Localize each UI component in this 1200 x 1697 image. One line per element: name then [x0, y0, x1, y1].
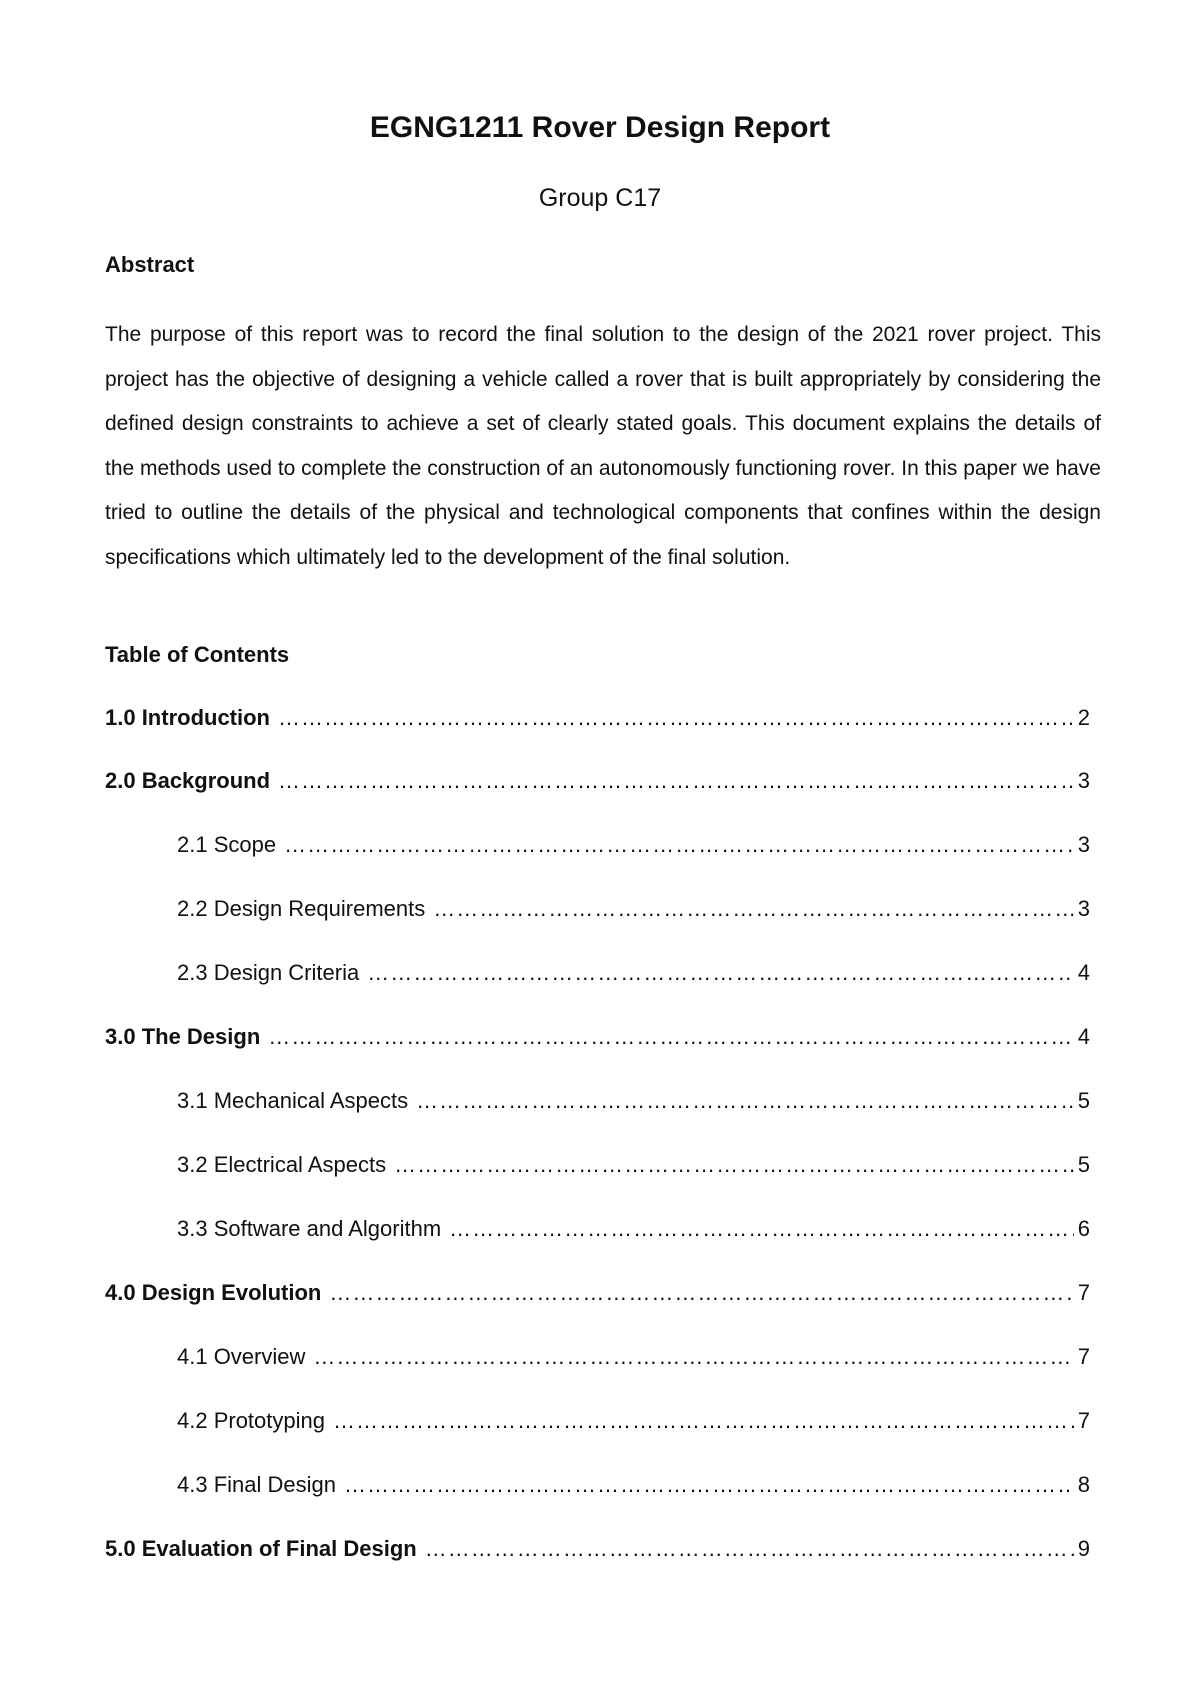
toc-heading: Table of Contents: [105, 642, 290, 667]
toc-entry-label: 4.2 Prototyping: [177, 1408, 325, 1433]
toc-entry-page: 8: [1077, 1472, 1090, 1497]
toc-entry-the-design: [105, 1021, 1090, 1053]
toc-leader-dots: [268, 1021, 1073, 1053]
toc-leader-dots: [329, 1277, 1073, 1309]
toc-leader-dots: [449, 1213, 1074, 1245]
toc-entry-page: 3: [1077, 768, 1090, 793]
toc-entry-page: 3: [1077, 896, 1090, 921]
toc-entry-label: 2.0 Background: [105, 768, 271, 793]
toc-entry-design-criteria: [177, 957, 1090, 989]
toc-entry-page: 3: [1077, 832, 1090, 857]
toc-entry-page: 5: [1077, 1152, 1090, 1177]
toc-entry-design-evolution: [105, 1277, 1090, 1309]
toc-leader-dots: [278, 765, 1074, 797]
toc-entry-page: 4: [1077, 1024, 1090, 1049]
toc-entry-page: 6: [1077, 1216, 1090, 1241]
toc-entry-prototyping: [177, 1405, 1090, 1437]
toc-entry-label: 2.2 Design Requirements: [177, 896, 426, 921]
toc-entry-label: 3.0 The Design: [105, 1024, 261, 1049]
abstract-heading: Abstract: [105, 252, 195, 277]
toc-entry-introduction: [105, 702, 1090, 734]
toc-entry-label: 3.3 Software and Algorithm: [177, 1216, 442, 1241]
toc-leader-dots: [433, 893, 1074, 925]
toc-entry-page: 2: [1077, 705, 1090, 730]
toc-entry-label: 5.0 Evaluation of Final Design: [105, 1536, 417, 1561]
toc-entry-background: [105, 765, 1090, 797]
toc-entry-design-requirements: [177, 893, 1090, 925]
toc-leader-dots: [344, 1469, 1074, 1501]
toc-entry-page: 7: [1077, 1408, 1090, 1433]
toc-entry-label: 1.0 Introduction: [105, 705, 270, 730]
group-label: Group C17: [538, 184, 662, 212]
toc-leader-dots: [278, 702, 1074, 734]
toc-leader-dots: [425, 1533, 1074, 1565]
toc-leader-dots: [313, 1341, 1073, 1373]
toc-entry-mechanical-aspects: [177, 1085, 1090, 1117]
toc-entry-scope: [177, 829, 1090, 861]
report-title: EGNG1211 Rover Design Report: [369, 111, 831, 144]
toc-entry-software-and-algorithm: [177, 1213, 1090, 1245]
toc-entry-electrical-aspects: [177, 1149, 1090, 1181]
toc-entry-page: 7: [1077, 1280, 1090, 1305]
abstract-paragraph: The purpose of this report was to record the final solution to the design of the 2021 rover project. This project has the objective of designing a vehicle called a rover that is built appropriately by considering the defined design constraints to achieve a set of clearly stated goals. This document explains the details of the methods used to complete the construction of an autonomously functioning rover. In this paper we have tried to outline the details of the physical and technological components that confines within the design specifications which ultimately led to the development of the final solution.: [105, 323, 1101, 569]
toc-entry-page: 7: [1077, 1344, 1090, 1369]
toc-entry-label: 2.1 Scope: [177, 832, 277, 857]
toc-entry-page: 9: [1077, 1536, 1090, 1561]
toc-leader-dots: [367, 957, 1074, 989]
toc-entry-evaluation-of-final-design: [105, 1533, 1090, 1565]
toc-entry-label: 4.3 Final Design: [177, 1472, 336, 1497]
toc-entry-overview: [177, 1341, 1090, 1373]
toc-leader-dots: [284, 829, 1074, 861]
toc-entry-label: 3.1 Mechanical Aspects: [177, 1088, 409, 1113]
toc-leader-dots: [333, 1405, 1074, 1437]
toc-entry-label: 4.1 Overview: [177, 1344, 306, 1369]
toc-entry-label: 2.3 Design Criteria: [177, 960, 360, 985]
toc-leader-dots: [394, 1149, 1074, 1181]
toc-entry-page: 4: [1077, 960, 1090, 985]
toc-entry-label: 4.0 Design Evolution: [105, 1280, 322, 1305]
toc-leader-dots: [416, 1085, 1074, 1117]
toc-entry-final-design: [177, 1469, 1090, 1501]
toc-entry-page: 5: [1077, 1088, 1090, 1113]
toc-entry-label: 3.2 Electrical Aspects: [177, 1152, 387, 1177]
